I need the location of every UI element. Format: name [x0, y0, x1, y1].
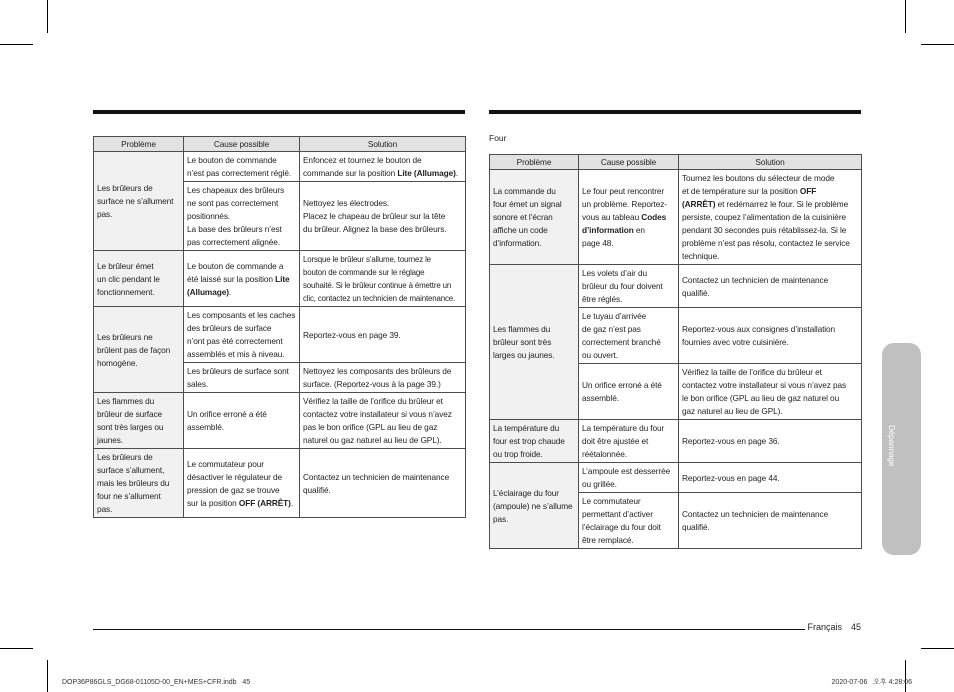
cause-text: [187, 458, 296, 510]
oven-section-title: Four: [489, 133, 507, 143]
cooktop-troubleshooting-table: [93, 136, 466, 518]
problem-text: Les brûleurs de surface ne s’allument pas.: [97, 183, 174, 219]
problem-text: Les brûleurs de surface s’allument, mais les brûleurs du four ne s’allument pas.: [97, 452, 170, 514]
section-side-tab: [882, 343, 921, 555]
header-cause: Cause possible: [579, 155, 679, 170]
control-setting-label: OFF (ARRÊT): [682, 186, 817, 209]
solution-text-part: et redémarrez le four. Si le problème persiste, coupez l’alimentation de la cuisinière pendant 30 secondes puis rétablissez-la. Si le problème n’est pas résolu, contactez le service technique.: [682, 199, 850, 261]
cause-text-part: .: [228, 286, 232, 297]
cause-text: L’ampoule est desserrée ou grillée.: [582, 466, 671, 489]
right-column-rule: [489, 110, 861, 114]
left-column-rule: [93, 110, 465, 114]
problem-cell: [490, 463, 579, 549]
solution-cell: [679, 265, 862, 308]
cause-cell: [579, 364, 679, 420]
cause-text: Le tuyau d’arrivée de gaz n’est pas correctement branché ou ouvert.: [582, 311, 661, 360]
crop-mark: [47, 0, 48, 33]
header-solution: Solution: [679, 155, 862, 170]
table-row: [490, 420, 862, 463]
crop-mark: [905, 0, 906, 33]
cross-reference-label: Codes d’information: [582, 212, 667, 235]
cause-text: Les brûleurs de surface sont sales.: [187, 366, 289, 389]
print-slug-file: DOP36P86GLS_DG68-01105D-00_EN+MES+CFR.indb 45: [62, 679, 251, 686]
cause-text: La température du four doit être ajustée et réétalonnée.: [582, 423, 665, 459]
table-row: [490, 463, 862, 493]
problem-cell: [94, 152, 184, 251]
table-row: [490, 265, 862, 308]
solution-cell: [300, 152, 466, 182]
cause-text-part: Le commutateur pour désactiver le régulateur de pression de gaz se trouve sur la position: [187, 458, 283, 508]
solution-text-part: Enfoncez et tournez le bouton de commande sur la position: [303, 155, 422, 178]
problem-cell: [490, 420, 579, 463]
solution-text: Nettoyez les composants des brûleurs de surface. (Reportez-vous à la page 39.): [303, 366, 452, 389]
table-row: [94, 393, 466, 449]
problem-text: L’éclairage du four (ampoule) ne s’allume pas.: [493, 487, 573, 524]
solution-text-part: Tournez les boutons du sélecteur de mode et de température sur la position: [682, 173, 835, 196]
solution-cell: [300, 449, 466, 518]
cause-cell: [184, 449, 300, 518]
solution-cell: [679, 170, 862, 265]
crop-mark: [921, 648, 954, 649]
solution-text: Contactez un technicien de maintenance qualifié.: [303, 471, 450, 495]
crop-mark: [905, 660, 906, 692]
cause-cell: [579, 463, 679, 493]
cause-cell: [184, 363, 300, 393]
solution-text: Reportez-vous en page 39.: [303, 329, 401, 340]
solution-cell: [679, 308, 862, 364]
header-cause: Cause possible: [184, 137, 300, 152]
problem-text: Les brûleurs ne brûlent pas de façon homogène.: [97, 331, 171, 368]
solution-cell: [300, 393, 466, 449]
control-setting-label: OFF (ARRÊT): [238, 497, 291, 508]
control-setting-label: Lite (Allumage): [187, 273, 290, 297]
header-problem: Problème: [490, 155, 579, 170]
problem-cell: [94, 449, 184, 518]
cause-text: Les composants et les caches des brûleurs de surface n’ont pas été correctement assemblés et mis à niveau.: [187, 310, 296, 359]
cause-cell: [184, 251, 300, 307]
solution-text: [303, 154, 462, 180]
problem-cell: [490, 170, 579, 265]
cause-cell: [184, 393, 300, 449]
page-number: 45: [850, 622, 861, 632]
problem-cell: [94, 307, 184, 393]
problem-text: Le brûleur émet un clic pendant le fonctionnement.: [97, 260, 160, 297]
solution-cell: [679, 463, 862, 493]
cause-text: Le bouton de commande n’est pas correctement réglé.: [187, 155, 292, 178]
solution-text: Nettoyez les électrodes. Placez le chapeau de brûleur sur la tête du brûleur. Alignez la base des brûleurs.: [303, 198, 447, 234]
problem-cell: [94, 393, 184, 449]
table-row: [94, 307, 466, 363]
table-row: [490, 170, 862, 265]
solution-text: Contactez un technicien de maintenance qualifié.: [682, 274, 829, 298]
crop-mark: [0, 44, 33, 45]
crop-mark: [47, 660, 48, 692]
solution-cell: [679, 364, 862, 420]
solution-text: Reportez-vous aux consignes d’installation fournies avec votre cuisinière.: [682, 324, 836, 347]
cause-text-part: Le four peut rencontrer un problème. Reportez- vous au tableau: [582, 186, 667, 222]
cause-cell: [184, 182, 300, 251]
solution-text: Reportez-vous en page 44.: [682, 472, 780, 483]
cause-text: [582, 185, 675, 250]
cause-cell: [579, 493, 679, 549]
table-header-row: [490, 155, 862, 170]
solution-cell: [300, 182, 466, 251]
problem-text: La température du four est trop chaude ou trop froide.: [493, 423, 565, 459]
solution-cell: [679, 420, 862, 463]
table-row: [94, 251, 466, 307]
solution-cell: [300, 307, 466, 363]
cause-cell: [579, 265, 679, 308]
problem-cell: [490, 265, 579, 420]
cause-cell: [184, 152, 300, 182]
solution-text: Vérifiez la taille de l’orifice du brûleur et contactez votre installateur si vous n’avez pas le bon orifice (GPL au lieu de gaz naturel ou gaz naturel au lieu de GPL).: [303, 396, 452, 445]
page-footer: [807, 621, 861, 633]
table-header-row: [94, 137, 466, 152]
solution-text: Reportez-vous en page 36.: [682, 436, 780, 446]
problem-text: La commande du four émet un signal sonore et l’écran affiche un code d’information.: [493, 186, 562, 248]
cause-text: Les volets d’air du brûleur du four doivent être réglés.: [582, 268, 663, 304]
problem-text: Les flammes du brûleur sont très larges ou jaunes.: [493, 324, 555, 360]
cause-cell: [579, 308, 679, 364]
cause-text: Un orifice erroné a été assemblé.: [187, 409, 267, 432]
solution-cell: [679, 493, 862, 549]
cause-text-part: en page 48.: [582, 225, 645, 248]
solution-text: [682, 172, 858, 263]
cause-cell: [579, 420, 679, 463]
problem-cell: [94, 251, 184, 307]
cause-cell: [579, 170, 679, 265]
cause-text: Le commutateur permettant d’activer l’éclairage du four doit être remplacé.: [582, 496, 661, 545]
footer-language: Français: [807, 622, 842, 632]
cause-cell: [184, 307, 300, 363]
table-row: [94, 152, 466, 182]
side-tab-label: Dépannage: [887, 425, 896, 467]
solution-text-part: .: [455, 168, 459, 178]
solution-text: Lorsque le brûleur s’allume, tournez le bouton de commande sur le réglage souhaité. Si le brûleur continue à émettre un clic, contactez un technicien de maintenance.: [303, 255, 456, 303]
oven-troubleshooting-table: [489, 154, 862, 549]
cause-text-part: Le bouton de commande a été laissé sur la position: [187, 260, 284, 284]
header-solution: Solution: [300, 137, 466, 152]
cause-text: [187, 260, 296, 299]
footer-rule: [93, 629, 805, 630]
crop-mark: [921, 44, 954, 45]
table-row: [94, 449, 466, 518]
print-slug-time: 2020-07-06 오후 4:28:06: [831, 679, 912, 686]
solution-cell: [300, 363, 466, 393]
cause-text: Les chapeaux des brûleurs ne sont pas correctement positionnés. La base des brûleurs n’est pas correctement alignée.: [187, 185, 285, 247]
solution-cell: [300, 251, 466, 307]
cause-text-part: .: [290, 497, 294, 508]
header-problem: Problème: [94, 137, 184, 152]
control-setting-label: Lite (Allumage): [397, 168, 456, 178]
solution-text: Vérifiez la taille de l’orifice du brûleur et contactez votre installateur si vous n’avez pas le bon orifice (GPL au lieu de gaz naturel ou gaz naturel au lieu de GPL).: [682, 367, 847, 416]
solution-text: Contactez un technicien de maintenance qualifié.: [682, 509, 829, 532]
cause-text: Un orifice erroné a été assemblé.: [582, 380, 662, 403]
problem-text: Les flammes du brûleur de surface sont très larges ou jaunes.: [97, 396, 164, 445]
crop-mark: [0, 648, 33, 649]
